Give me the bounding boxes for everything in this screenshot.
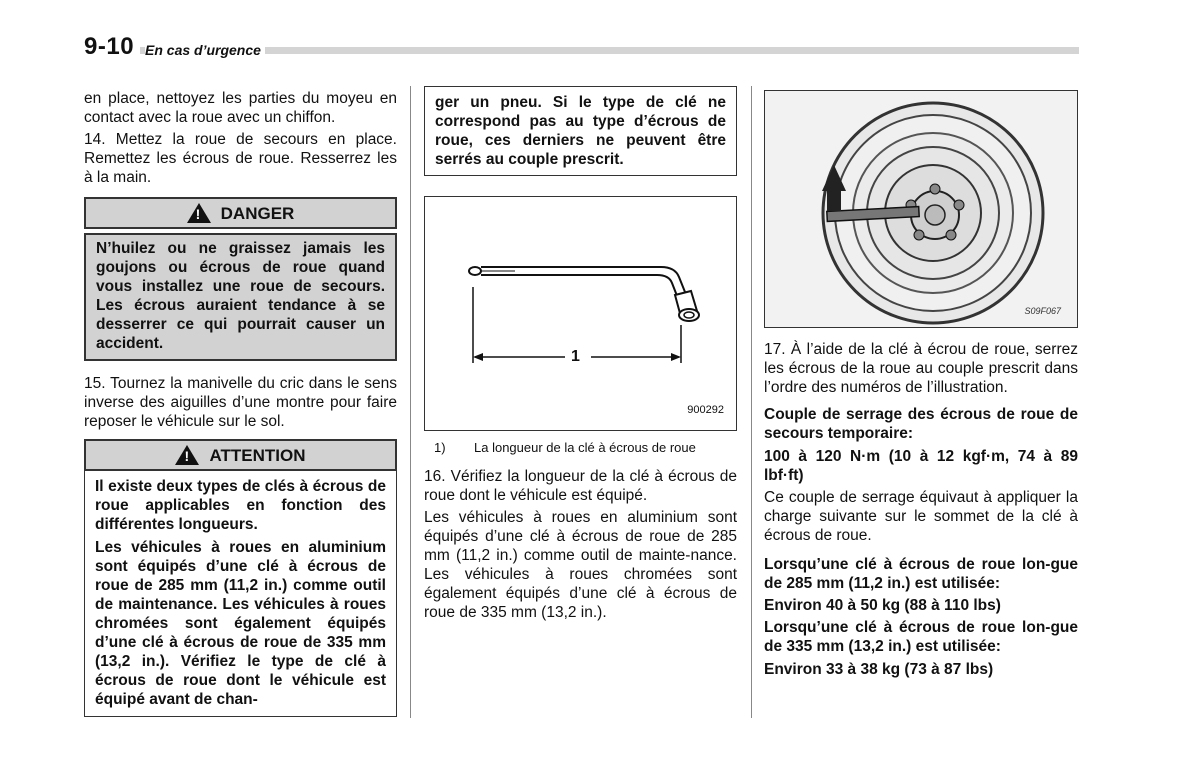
danger-box (84, 197, 397, 361)
attention-continued-text: ger un pneu. Si le type de clé ne correspond pas au type d’écrous de roue, ces derniers ne peuvent être serrés au couple prescrit. (435, 94, 726, 168)
attention-header (84, 439, 397, 471)
warning-triangle-icon: ! (175, 445, 199, 465)
danger-paragraph: N’huilez ou ne graissez jamais les goujons ou écrous de roue quand vous installez une roue de secours. Les écrous auraient tendance à se desserrer ce qui pourrait causer un accident. (96, 240, 385, 352)
lug-wrench-illustration (425, 197, 736, 430)
torque-value: 100 à 120 N·m (10 à 12 kgf·m, 74 à 89 lbf·ft) (764, 448, 1078, 484)
wrench-285-heading: Lorsqu’une clé à écrous de roue lon-gue de 285 mm (11,2 in.) est utilisée: (764, 556, 1078, 592)
column-divider (410, 86, 411, 718)
wrench-335-load: Environ 33 à 38 kg (73 à 87 lbs) (764, 661, 994, 678)
wrench-figure (424, 196, 737, 431)
attention-continued-box (424, 86, 737, 176)
attention-title: ATTENTION (209, 445, 306, 465)
torque-heading: Couple de serrage des écrous de roue de secours temporaire: (764, 406, 1078, 442)
caption-number: 1) (434, 440, 446, 455)
wheel-photo (764, 90, 1078, 328)
wrench-335-heading: Lorsqu’une clé à écrous de roue lon-gue de 335 mm (13,2 in.) est utilisée: (764, 619, 1078, 655)
wrench-285-load: Environ 40 à 50 kg (88 à 110 lbs) (764, 597, 1001, 614)
danger-header (84, 197, 397, 229)
dimension-label: 1 (571, 348, 580, 365)
column-3 (764, 90, 1078, 682)
attention-box (84, 439, 397, 717)
attention-paragraph: Il existe deux types de clés à écrous de roue applicables en fonction des différentes longueurs. (95, 478, 386, 533)
paragraph: Ce couple de serrage équivaut à appliquer la charge suivante sur le sommet de la clé à écrous de roue. (764, 489, 1078, 544)
column-1 (84, 89, 397, 717)
paragraph: Les véhicules à roues en aluminium sont équipés d’une clé à écrous de roue de 285 mm (11,2 in.) comme outil de mainte-nance. Les véhicules à roues chromées sont également équipés d’une clé à écrous de roue de 335 mm (13,2 in.). (424, 509, 737, 621)
step-16: 16. Vérifiez la longueur de la clé à écrous de roue dont le véhicule est équipé. (424, 468, 737, 504)
attention-paragraph: Les véhicules à roues en aluminium sont équipés d’une clé à écrous de roue de 285 mm (11,2 in.) comme outil de maintenance. Les véhicules à roues chromées sont également équipés d’une clé à écrous de roue de 335 mm (13,2 in.). Vérifiez le type de clé à écrous de roue dont le véhicule est équipé avant de chan- (95, 539, 386, 708)
photo-code: S09F067 (1024, 306, 1061, 316)
figure-caption (424, 439, 737, 456)
figure-code: 900292 (687, 404, 724, 416)
step-15: 15. Tournez la manivelle du cric dans le sens inverse des aiguilles d’une montre pour faire reposer le véhicule sur le sol. (84, 375, 397, 430)
column-divider (751, 86, 752, 718)
column-2 (424, 86, 737, 625)
spare-wheel-illustration (765, 91, 1077, 327)
step-17: 17. À l’aide de la clé à écrou de roue, serrez les écrous de la roue au couple prescrit dans l’ordre des numéros de l’illustration. (764, 341, 1078, 396)
paragraph: en place, nettoyez les parties du moyeu en contact avec la roue avec un chiffon. (84, 90, 397, 126)
caption-text: La longueur de la clé à écrous de roue (474, 440, 696, 455)
danger-title: DANGER (220, 203, 295, 223)
page-number: 9-10 (84, 33, 140, 61)
danger-text (84, 233, 397, 361)
section-title: En cas d’urgence (145, 40, 265, 60)
step-14: 14. Mettez la roue de secours en place. Remettez les écrous de roue. Resserrez les à la main. (84, 131, 397, 186)
attention-body (84, 471, 397, 717)
warning-triangle-icon: ! (187, 203, 211, 223)
